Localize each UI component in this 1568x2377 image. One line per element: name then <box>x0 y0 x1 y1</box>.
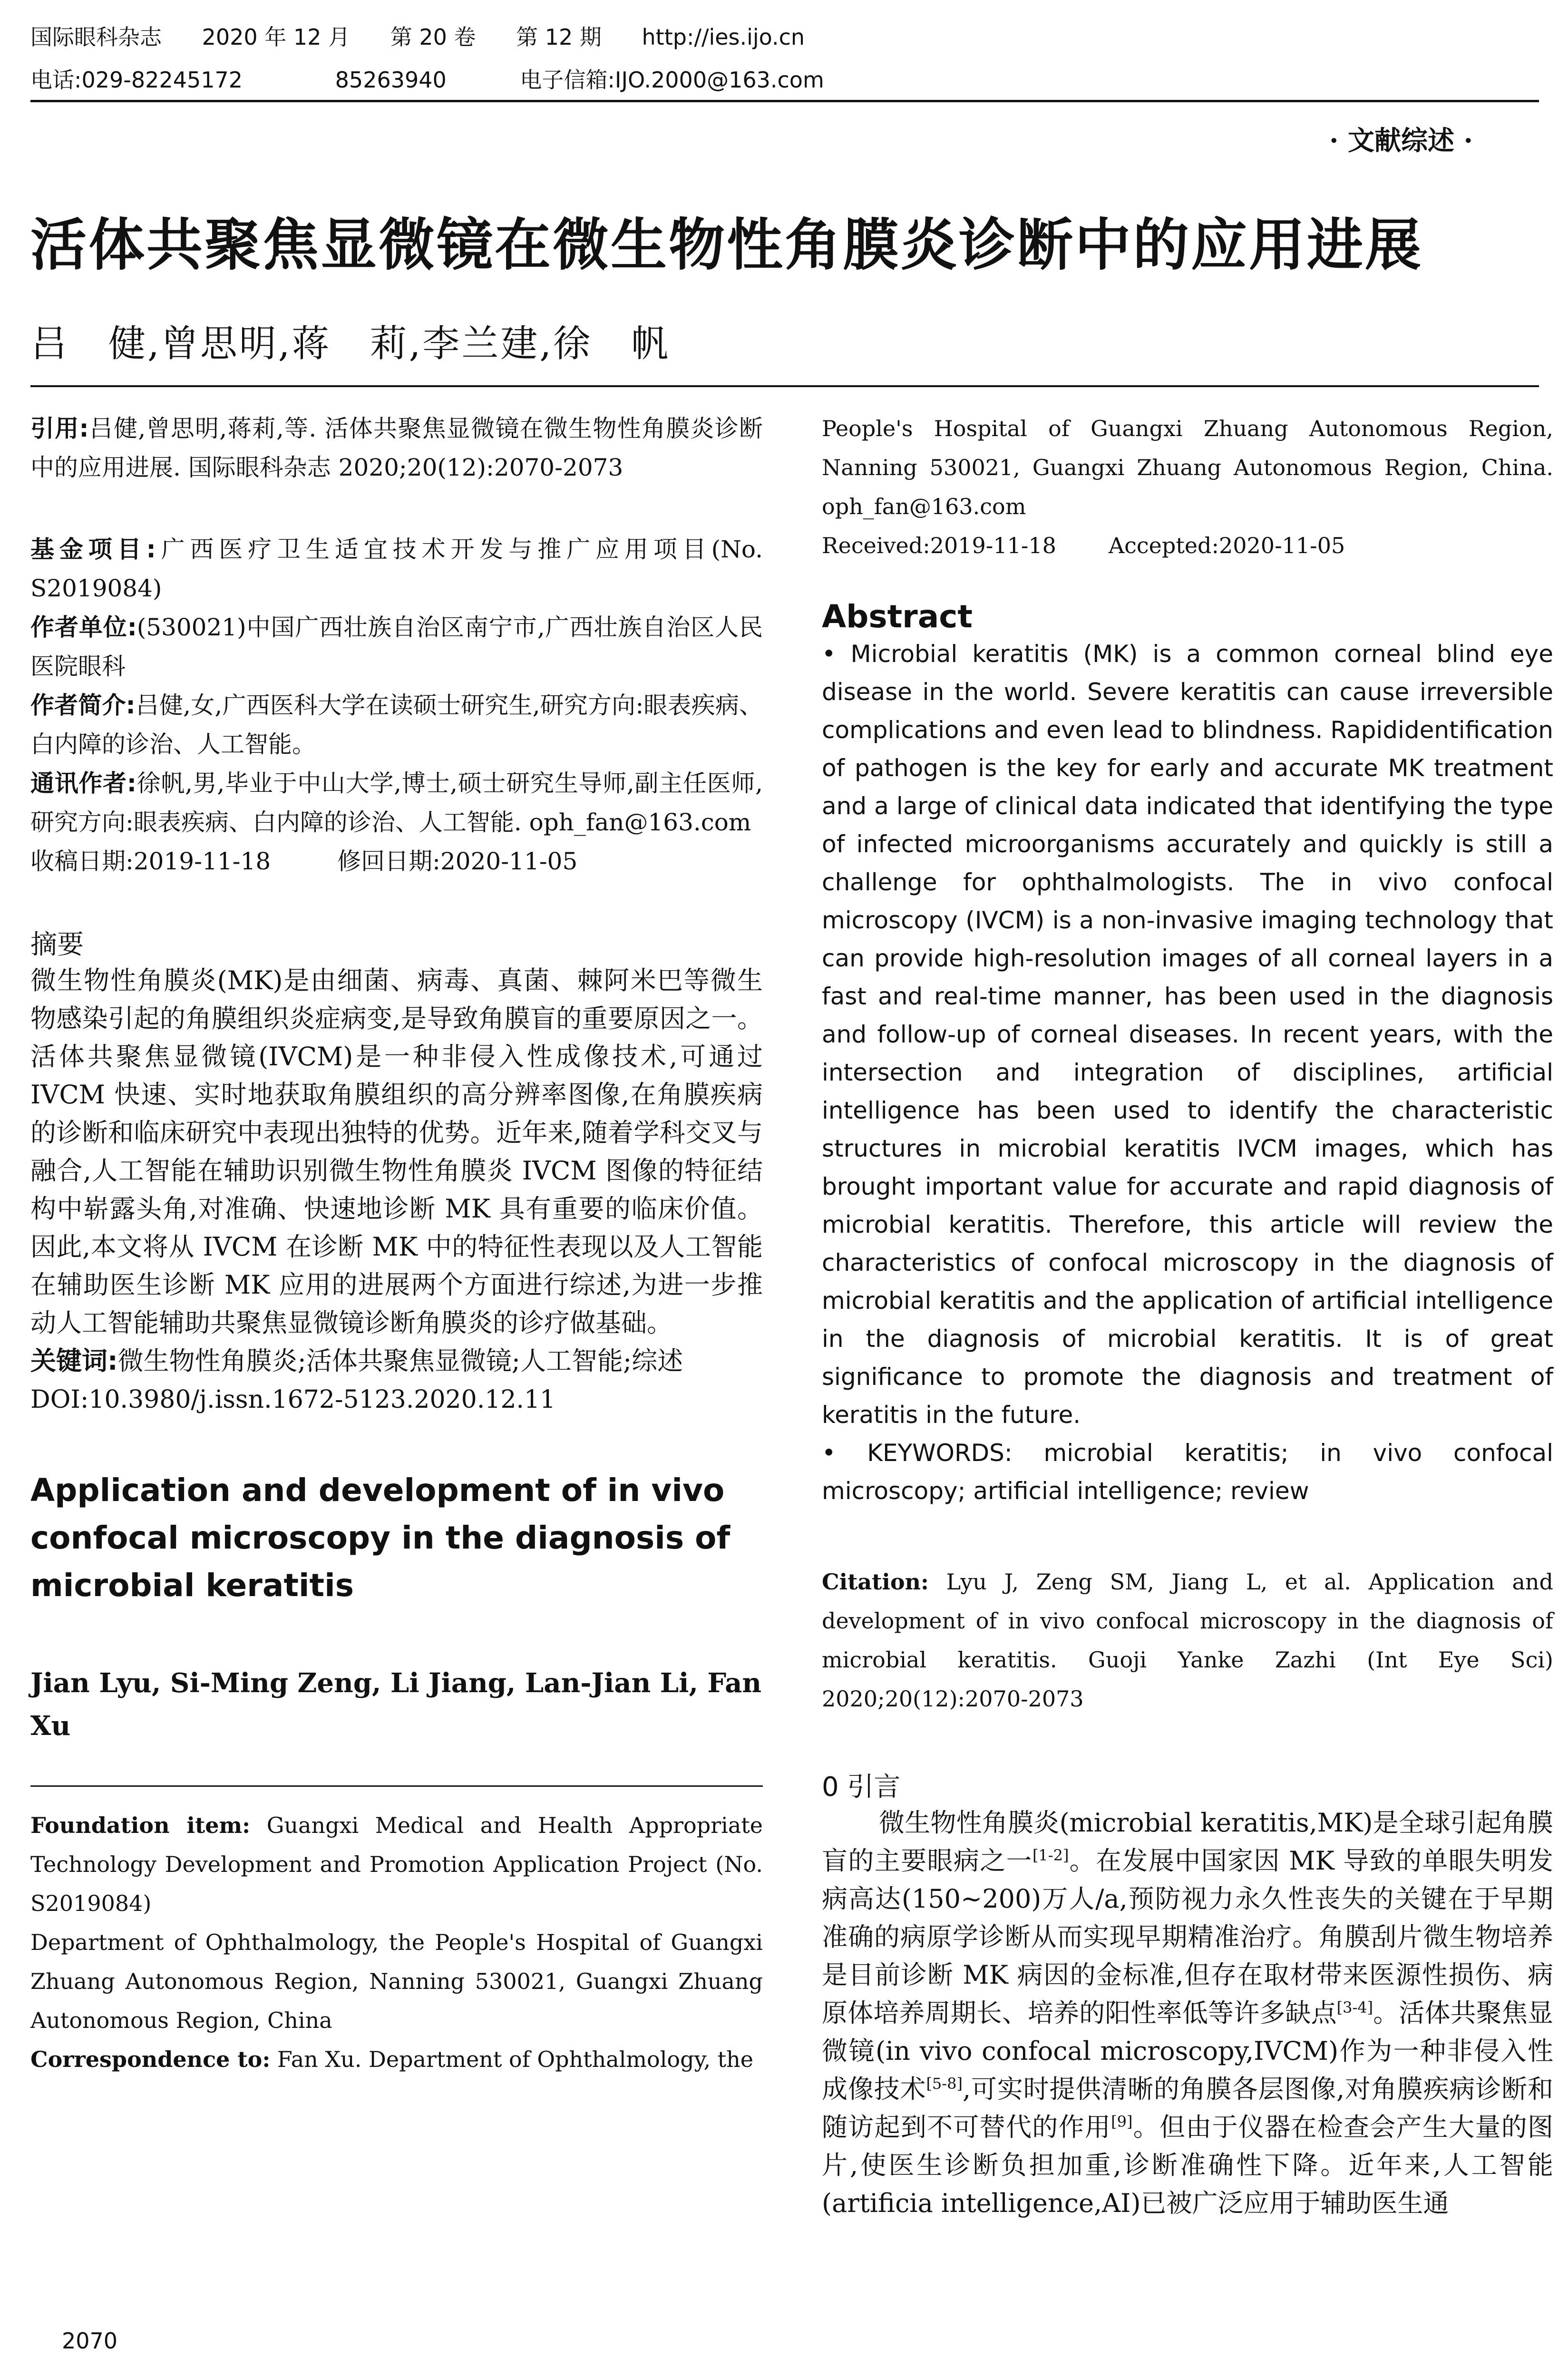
intro-heading: 0 引言 <box>822 1772 901 1802</box>
header-divider <box>30 100 1539 102</box>
article-authors: 吕 健,曾思明,蒋 莉,李兰建,徐 帆 <box>30 322 671 365</box>
corresponding-author: 通讯作者:徐帆,男,毕业于中山大学,博士,硕士研究生导师,副主任医师,研究方向:眼表疾病、白内障的诊治、人工智能. oph_fan@163.com <box>30 770 763 836</box>
abstract-cn: 微生物性角膜炎(MK)是由细菌、病毒、真菌、棘阿米巴等微生物感染引起的角膜组织炎症病变,是导致角膜盲的重要原因之一。活体共聚焦显微镜(IVCM)是一种非侵入性成像技术,可通过 IVCM 快速、实时地获取角膜组织的高分辨率图像,在角膜疾病的诊断和临床研究中表现出独特的优势。近年来,随着学科交叉与融合,人工智能在辅助识别微生物性角膜炎 IVCM 图像的特征结构中崭露头角,对准确、快速地诊断 MK 具有重要的临床价值。因此,本文将从 IVCM 在诊断 MK 中的特征性表现以及人工智能在辅助医生诊断 MK 应用的进展两个方面进行综述,为进一步推动人工智能辅助共聚焦显微镜诊断角膜炎的诊疗做基础。 <box>30 965 763 1338</box>
left-column <box>30 409 763 2079</box>
keywords-en: • KEYWORDS: microbial keratitis; in vivo confocal microscopy; artificial intelligence; review <box>822 1439 1553 1505</box>
ref-3-4[interactable]: [3-4] <box>1336 1998 1373 2017</box>
page-number: 2070 <box>62 2328 118 2354</box>
correspondence-continued: People's Hospital of Guangxi Zhuang Autonomous Region, Nanning 530021, Guangxi Zhuang Autonomous Region, China. oph_fan@163.com <box>822 416 1553 519</box>
fund-item: 基金项目:广西医疗卫生适宜技术开发与推广应用项目(No. S2019084) <box>30 536 763 602</box>
abstract-en: • Microbial keratitis (MK) is a common corneal blind eye disease in the world. Severe keratitis can cause irreversible complications and even lead to blindness. Rapididentification of pathogen is the key for early and accurate MK treatment and a large of clinical data indicated that identifying the type of infected microorganisms accurately and quickly is still a challenge for ophthalmologists. The in vivo confocal microscopy (IVCM) is a non-invasive imaging technology that can provide high-resolution images of all corneal layers in a fast and real-time manner, has been used in the diagnosis and follow-up of corneal diseases. In recent years, with the intersection and integration of disciplines, artificial intelligence has been used to identify the characteristic structures in microbial keratitis IVCM images, which has brought important value for accurate and rapid diagnosis of microbial keratitis. Therefore, this article will review the characteristics of confocal microscopy in the diagnosis of microbial keratitis and the application of artificial intelligence in the diagnosis of microbial keratitis. It is of great significance to promote the diagnosis and treatment of keratitis in the future. <box>822 640 1553 1429</box>
journal-url[interactable]: http://ies.ijo.cn <box>642 24 805 50</box>
received-accepted <box>822 526 1553 565</box>
section-rubric: · 文献综述 · <box>1329 125 1473 156</box>
abstract-heading-en: Abstract <box>822 598 973 635</box>
journal-email[interactable]: 电子信箱:IJO.2000@163.com <box>520 67 824 93</box>
article-title: 活体共聚焦显微镜在微生物性角膜炎诊断中的应用进展 <box>30 212 1423 278</box>
foundation-item: Foundation item: Guangxi Medical and Health Appropriate Technology Development and Promotion Application Project (No. S2019084) <box>30 1812 763 1916</box>
received-date: 收稿日期:2019-11-18 <box>30 848 271 875</box>
phone2: 85263940 <box>335 67 447 93</box>
department: Department of Ophthalmology, the People's Hospital of Guangxi Zhuang Autonomous Region, Nanning 530021, Guangxi Zhuang Autonomous Region, China <box>30 1929 763 2033</box>
doi[interactable]: DOI:10.3980/j.issn.1672-5123.2020.12.11 <box>30 1385 556 1414</box>
abstract-heading-cn: 摘要 <box>30 929 84 960</box>
keywords-cn: 关键词:微生物性角膜炎;活体共聚焦显微镜;人工智能;综述 <box>30 1346 683 1376</box>
revised-date: 修回日期:2020-11-05 <box>337 848 578 875</box>
title-divider <box>30 385 1539 387</box>
issue-date: 2020 年 12 月 <box>202 24 351 50</box>
english-citation: Citation: Lyu J, Zeng SM, Jiang L, et al. Application and development of in vivo confocal microscopy in the diagnosis of microbial keratitis. Guoji Yanke Zazhi (Int Eye Sci) 2020;20(12):2070-2073 <box>822 1569 1553 1712</box>
volume: 第 20 卷 <box>390 24 476 50</box>
issue: 第 12 期 <box>516 24 602 50</box>
accepted-en: Accepted:2020-11-05 <box>1108 533 1345 558</box>
intro-paragraph: 微生物性角膜炎(microbial keratitis,MK)是全球引起角膜盲的主要眼病之一[1-2]。在发展中国家因 MK 导致的单眼失明发病高达(150~200)万人/a,预防视力永久性丧失的关键在于早期准确的病原学诊断从而实现早期精准治疗。角膜刮片微生物培养是目前诊断 MK 病因的金标准,但存在取材带来医源性损伤、病原体培养周期长、培养的阳性率低等许多缺点[3-4]。活体共聚焦显微镜(in vivo confocal microscopy,IVCM)作为一种非侵入性成像技术[5-8],可实时提供清晰的角膜各层图像,对角膜疾病诊断和随访起到不可替代的作用[9]。但由于仪器在检查会产生大量的图片,使医生诊断负担加重,诊断准确性下降。近年来,人工智能(artificia intelligence,AI)已被广泛应用于辅助医生通 <box>822 1808 1554 2218</box>
ref-9[interactable]: [9] <box>1111 2113 1133 2131</box>
phone: 电话:029-82245172 <box>30 67 243 93</box>
correspondence: Correspondence to: Fan Xu. Department of Ophthalmology, the <box>30 2046 754 2072</box>
ref-5-8[interactable]: [5-8] <box>926 2075 963 2093</box>
received-en: Received:2019-11-18 <box>822 533 1056 558</box>
journal-header-line2 <box>30 63 857 94</box>
author-unit: 作者单位:(530021)中国广西壮族自治区南宁市,广西壮族自治区人民医院眼科 <box>30 614 763 680</box>
received-dates <box>30 842 763 881</box>
author-bio: 作者简介:吕健,女,广西医科大学在读硕士研究生,研究方向:眼表疾病、白内障的诊治、人工智能。 <box>30 692 763 758</box>
english-authors: Jian Lyu, Si-Ming Zeng, Li Jiang, Lan-Jian Li, Fan Xu <box>30 1667 762 1742</box>
journal-name: 国际眼科杂志 <box>30 24 162 50</box>
ref-1-2[interactable]: [1-2] <box>1032 1846 1069 1864</box>
english-title: Application and development of in vivo confocal microscopy in the diagnosis of microbial keratitis <box>30 1472 730 1604</box>
right-column <box>822 409 1553 2222</box>
chinese-citation: 引用:吕健,曾思明,蒋莉,等. 活体共聚焦显微镜在微生物性角膜炎诊断中的应用进展. 国际眼科杂志 2020;20(12):2070-2073 <box>30 415 763 481</box>
journal-header-line1 <box>30 20 838 51</box>
